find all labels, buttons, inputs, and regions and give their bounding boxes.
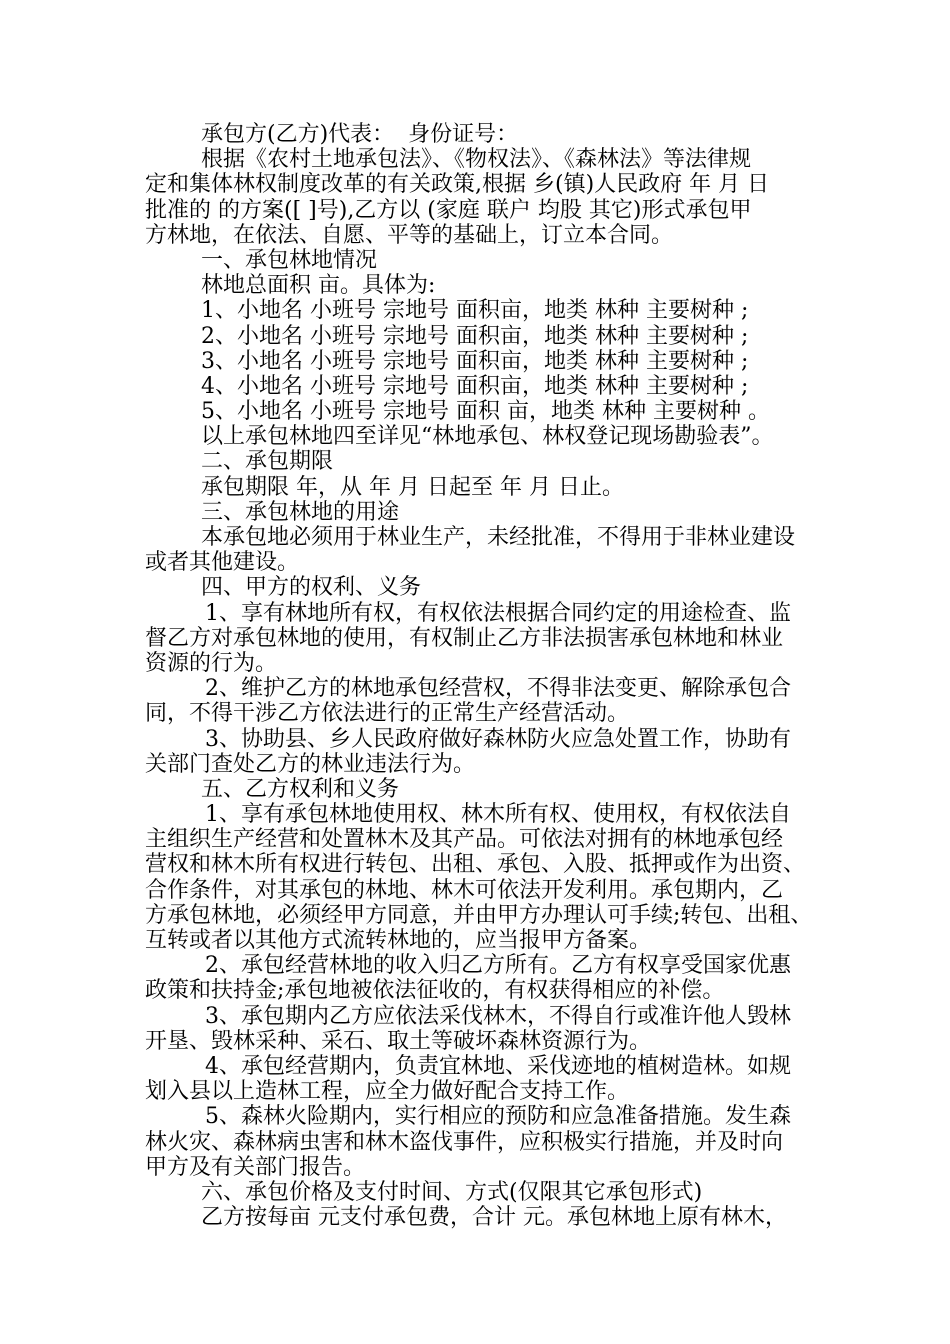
- document-line: 1、小地名 小班号 宗地号 面积亩，地类 林种 主要树种 ;: [201, 298, 749, 324]
- document-line: 三、承包林地的用途: [201, 499, 400, 525]
- document-line: 政策和扶持金;承包地被依法征收的，有权获得相应的补偿。: [145, 978, 725, 1004]
- document-line: 关部门查处乙方的林业违法行为。: [145, 751, 476, 777]
- document-line: 批准的 的方案([ ]号),乙方以 (家庭 联户 均股 其它)形式承包甲: [145, 197, 752, 223]
- document-line: 根据《农村土地承包法》、《物权法》、《森林法》等法律规: [201, 147, 752, 173]
- document-line: 方林地，在依法、自愿、平等的基础上，订立本合同。: [145, 222, 674, 248]
- document-line: 督乙方对承包林地的使用，有权制止乙方非法损害承包林地和林业: [145, 625, 784, 651]
- document-line: 5、小地名 小班号 宗地号 面积 亩，地类 林种 主要树种 。: [201, 399, 770, 425]
- document-line: 1、享有林地所有权，有权依法根据合同约定的用途检查、监: [205, 600, 791, 626]
- document-line: 四、甲方的权利、义务: [201, 575, 422, 601]
- document-line: 定和集体林权制度改革的有关政策,根据 乡(镇)人民政府 年 月 日: [145, 172, 770, 198]
- document-line: 或者其他建设。: [145, 550, 300, 576]
- document-page: [145, 122, 825, 1230]
- document-line: 3、协助县、乡人民政府做好森林防火应急处置工作，协助有: [205, 726, 791, 752]
- document-line: 以上承包林地四至详见“林地承包、林权登记现场勘验表”。: [201, 424, 774, 450]
- document-line: 承包期限 年，从 年 月 日起至 年 月 日止。: [201, 474, 624, 500]
- document-line: 3、承包期内乙方应依法采伐林木，不得自行或准许他人毁林: [205, 1003, 791, 1029]
- document-line: 2、小地名 小班号 宗地号 面积亩，地类 林种 主要树种 ;: [201, 323, 749, 349]
- document-line: 1、享有承包林地使用权、林木所有权、使用权，有权依法自: [205, 802, 791, 828]
- document-line: 乙方按每亩 元支付承包费，合计 元。承包林地上原有林木，: [201, 1205, 787, 1231]
- document-line: 本承包地必须用于林业生产，未经批准，不得用于非林业建设: [201, 525, 796, 550]
- document-line: 林地总面积 亩。具体为:: [201, 273, 436, 299]
- document-line: 4、小地名 小班号 宗地号 面积亩，地类 林种 主要树种 ;: [201, 373, 749, 399]
- document-line: 5、森林火险期内，实行相应的预防和应急准备措施。发生森: [205, 1104, 791, 1130]
- document-line: 甲方及有关部门报告。: [145, 1154, 366, 1180]
- document-line: 主组织生产经营和处置林木及其产品。可依法对拥有的林地承包经: [145, 827, 784, 853]
- document-line: 3、小地名 小班号 宗地号 面积亩，地类 林种 主要树种 ;: [201, 348, 749, 374]
- document-line: 资源的行为。: [145, 650, 278, 676]
- document-line: 方承包林地，必须经甲方同意，并由甲方办理认可手续;转包、出租、: [145, 902, 813, 928]
- document-line: 五、乙方权利和义务: [201, 776, 400, 802]
- document-line: 二、承包期限: [201, 449, 334, 475]
- document-line: 2、承包经营林地的收入归乙方所有。乙方有权享受国家优惠: [205, 953, 791, 979]
- document-line: 开垦、毁林采种、采石、取土等破坏森林资源行为。: [145, 1028, 652, 1054]
- document-line: 划入县以上造林工程，应全力做好配合支持工作。: [145, 1079, 630, 1105]
- document-line: 合作条件，对其承包的林地、林木可依法开发利用。承包期内，乙: [145, 877, 784, 903]
- document-line: 4、承包经营期内，负责宜林地、采伐迹地的植树造林。如规: [205, 1053, 791, 1079]
- document-line: 承包方(乙方)代表： 身份证号：: [201, 122, 519, 147]
- document-line: 同，不得干涉乙方依法进行的正常生产经营活动。: [145, 701, 630, 727]
- document-line: 互转或者以其他方式流转林地的，应当报甲方备案。: [145, 928, 652, 953]
- document-line: 2、维护乙方的林地承包经营权，不得非法变更、解除承包合: [205, 676, 791, 702]
- document-line: 一、承包林地情况: [201, 247, 378, 273]
- document-line: 营权和林木所有权进行转包、出租、承包、入股、抵押或作为出资、: [145, 852, 806, 878]
- document-line: 六、承包价格及支付时间、方式(仅限其它承包形式): [201, 1179, 703, 1205]
- document-line: 林火灾、森林病虫害和林木盗伐事件，应积极实行措施，并及时向: [145, 1129, 784, 1155]
